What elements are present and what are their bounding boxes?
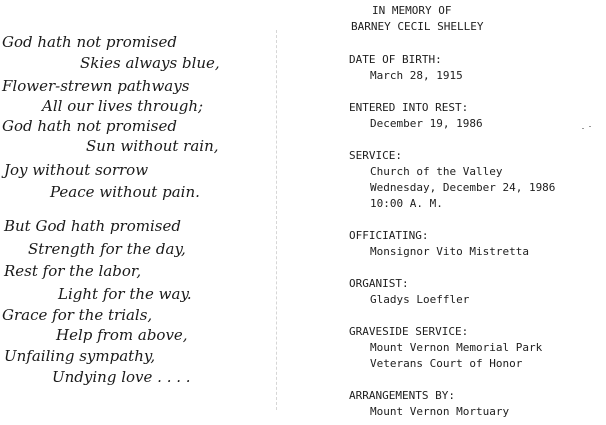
rest-value: December 19, 1986: [370, 117, 483, 130]
officiating-label: OFFICIATING:: [349, 229, 429, 242]
poem-line: Grace for the trials,: [2, 306, 153, 324]
graveside-line: Veterans Court of Honor: [370, 357, 523, 370]
poem-line: Strength for the day,: [28, 240, 186, 258]
poem-line: God hath not promised: [2, 117, 177, 135]
scan-speck: [589, 126, 591, 127]
organist-value: Gladys Loeffler: [370, 293, 470, 306]
service-line: 10:00 A. M.: [370, 197, 443, 210]
poem-line: Light for the way.: [58, 285, 192, 303]
deceased-name: BARNEY CECIL SHELLEY: [351, 20, 484, 33]
poem-line: God hath not promised: [2, 33, 177, 51]
service-label: SERVICE:: [349, 149, 402, 162]
poem-line: But God hath promised: [4, 217, 181, 235]
poem-line: Joy without sorrow: [4, 161, 149, 179]
officiating-value: Monsignor Vito Mistretta: [370, 245, 529, 258]
rest-label: ENTERED INTO REST:: [349, 101, 469, 114]
organist-label: ORGANIST:: [349, 277, 409, 290]
arrangements-value: Mount Vernon Mortuary: [370, 405, 510, 418]
poem-line: Unfailing sympathy,: [4, 347, 156, 365]
poem-line: Peace without pain.: [50, 183, 200, 201]
page-fold: [276, 30, 277, 410]
poem-line: Rest for the labor,: [4, 262, 142, 280]
poem-line: Flower-strewn pathways: [2, 77, 190, 95]
poem-line: Skies always blue,: [80, 54, 220, 72]
service-line: Wednesday, December 24, 1986: [370, 181, 556, 194]
arrangements-label: ARRANGEMENTS BY:: [349, 389, 455, 402]
graveside-label: GRAVESIDE SERVICE:: [349, 325, 469, 338]
graveside-line: Mount Vernon Memorial Park: [370, 341, 543, 354]
birth-label: DATE OF BIRTH:: [349, 53, 442, 66]
heading: IN MEMORY OF: [372, 4, 452, 17]
poem-line: Help from above,: [56, 326, 188, 344]
scan-speck: [582, 128, 584, 129]
poem-line: Undying love . . . .: [52, 368, 191, 386]
poem-line: Sun without rain,: [86, 137, 219, 155]
birth-value: March 28, 1915: [370, 69, 463, 82]
service-line: Church of the Valley: [370, 165, 503, 178]
poem-line: All our lives through;: [42, 97, 204, 115]
